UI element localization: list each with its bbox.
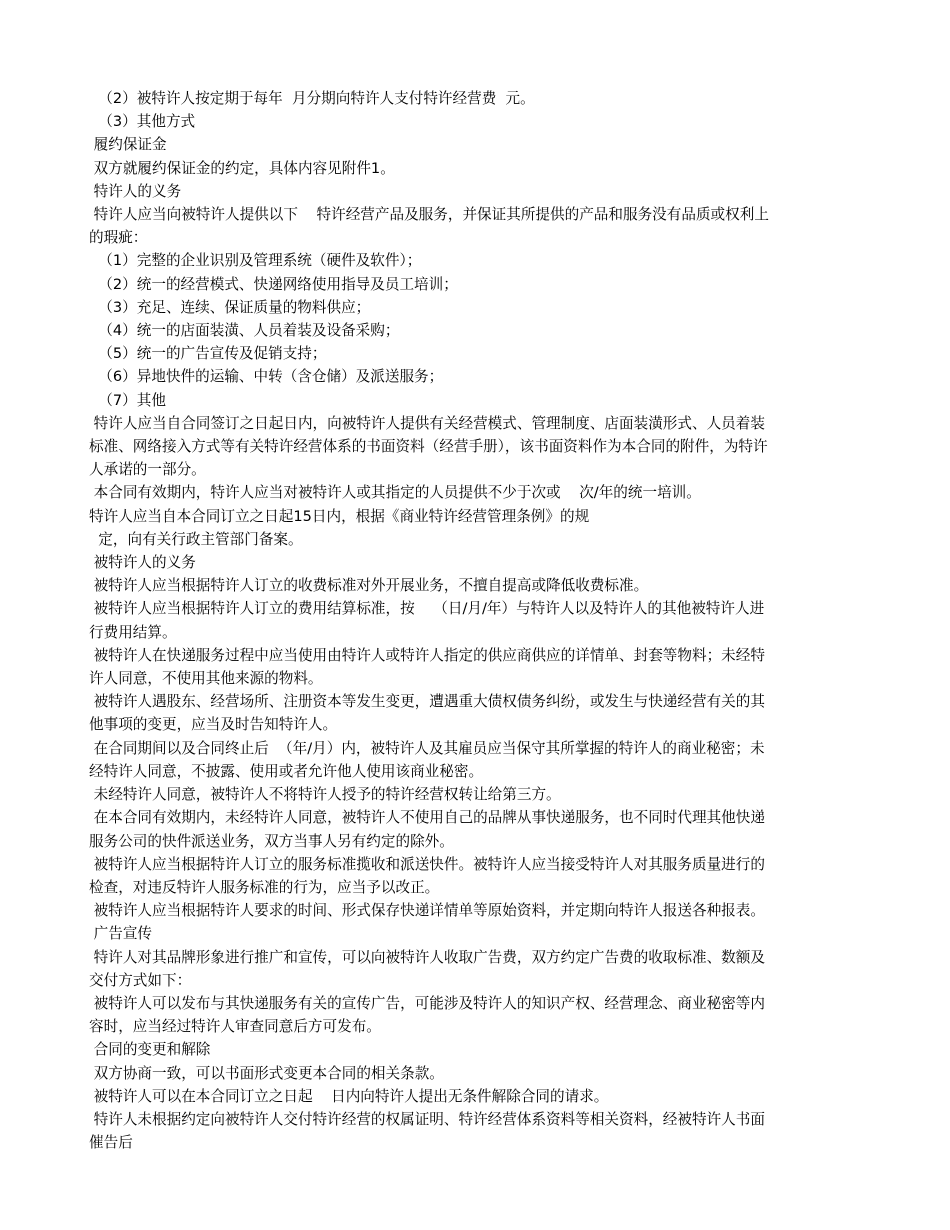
text-line: 特许人未根据约定向被特许人交付特许经营的权属证明、特许经营体系资料等相关资料，经被特许人书面 xyxy=(89,1110,765,1128)
text-line: 未经特许人同意，被特许人不将特许人授予的特许经营权转让给第三方。 xyxy=(89,786,561,804)
text-line: 催告后 xyxy=(89,1134,133,1152)
text-line: 被特许人在快递服务过程中应当使用由特许人或特许人指定的供应商供应的详情单、封套等物料；未经特 xyxy=(89,646,765,664)
text-line: 许人同意，不使用其他来源的物料。 xyxy=(89,670,323,688)
text-line: 特许人应当自合同签订之日起日内，向被特许人提供有关经营模式、管理制度、店面装潢形式、人员着装 xyxy=(89,414,765,432)
text-line: 服务公司的快件派送业务，双方当事人另有约定的除外。 xyxy=(89,832,454,850)
text-line: 在本合同有效期内，未经特许人同意，被特许人不使用自己的品牌从事快递服务，也不同时代理其他快递 xyxy=(89,809,765,827)
text-line: 经特许人同意，不披露、使用或者允许他人使用该商业秘密。 xyxy=(89,762,484,780)
list-item: （2）统一的经营模式、快递网络使用指导及员工培训； xyxy=(89,275,458,293)
text-line: 他事项的变更，应当及时告知特许人。 xyxy=(89,716,338,734)
text-line: 被特许人应当根据特许人订立的费用结算标准，按 （日/月/年）与特许人以及特许人的其他被特许人进 xyxy=(89,600,765,618)
text-line: 的瑕疵： xyxy=(89,229,148,247)
text-line: 人承诺的一部分。 xyxy=(89,461,206,479)
text-line: 检查，对违反特许人服务标准的行为，应当予以改正。 xyxy=(89,878,440,896)
text-line: 被特许人应当根据特许人订立的收费标准对外开展业务，不擅自提高或降低收费标准。 xyxy=(89,577,649,595)
text-line: 交付方式如下： xyxy=(89,971,192,989)
text-line: （2）被特许人按定期于每年 月分期向特许人支付特许经营费 元。 xyxy=(89,90,535,107)
text-line: 特许人应当自本合同订立之日起15日内，根据《商业特许经营管理条例》的规 xyxy=(89,507,590,525)
list-item: （3）充足、连续、保证质量的物料供应； xyxy=(89,298,371,316)
section-heading: 广告宣传 xyxy=(89,925,153,943)
text-line: 特许人应当向被特许人提供以下 特许经营产品及服务，并保证其所提供的产品和服务没有品质或权利上 xyxy=(89,206,769,224)
text-line: 双方就履约保证金的约定，具体内容见附件1。 xyxy=(89,159,395,177)
text-line: 被特许人可以在本合同订立之日起 日内向特许人提出无条件解除合同的请求。 xyxy=(89,1087,609,1105)
text-line: （3）其他方式 xyxy=(89,113,196,131)
text-line: 在合同期间以及合同终止后 （年/月）内，被特许人及其雇员应当保守其所掌握的特许人的商业秘密；未 xyxy=(89,739,765,757)
document-body xyxy=(89,87,860,1154)
text-line: 标准、网络接入方式等有关特许经营体系的书面资料（经营手册），该书面资料作为本合同的附件，为特许 xyxy=(89,438,768,456)
text-line: 双方协商一致，可以书面形式变更本合同的相关条款。 xyxy=(89,1064,444,1082)
text-line: 容时，应当经过特许人审查同意后方可发布。 xyxy=(89,1018,381,1036)
list-item: （5）统一的广告宣传及促销支持； xyxy=(89,345,327,363)
list-item: （1）完整的企业识别及管理系统（硬件及软件）； xyxy=(89,252,422,270)
text-line: 被特许人应当根据特许人订立的服务标准揽收和派送快件。被特许人应当接受特许人对其服务质量进行的 xyxy=(89,855,765,873)
section-heading: 合同的变更和解除 xyxy=(89,1041,211,1059)
text-line: 被特许人可以发布与其快递服务有关的宣传广告，可能涉及特许人的知识产权、经营理念、商业秘密等内 xyxy=(89,994,765,1012)
list-item: （7）其他 xyxy=(89,391,166,409)
text-line: 行费用结算。 xyxy=(89,623,177,641)
text-line: 本合同有效期内，特许人应当对被特许人或其指定的人员提供不少于次或 次/年的统一培训。 xyxy=(89,484,701,502)
text-line: 定，向有关行政主管部门备案。 xyxy=(89,530,303,548)
text-line: 被特许人遇股东、经营场所、注册资本等发生变更，遭遇重大债权债务纠纷，或发生与快递经营有关的其 xyxy=(89,693,765,711)
section-heading: 特许人的义务 xyxy=(89,182,182,200)
section-heading: 履约保证金 xyxy=(89,136,167,154)
text-line: 特许人对其品牌形象进行推广和宣传，可以向被特许人收取广告费，双方约定广告费的收取标准、数额及 xyxy=(89,948,765,966)
list-item: （4）统一的店面装潢、人员着装及设备采购； xyxy=(89,322,400,340)
section-heading: 被特许人的义务 xyxy=(89,554,196,572)
text-line: 被特许人应当根据特许人要求的时间、形式保存快递详情单等原始资料，并定期向特许人报送各种报表。 xyxy=(89,902,765,920)
list-item: （6）异地快件的运输、中转（含仓储）及派送服务； xyxy=(89,368,444,386)
